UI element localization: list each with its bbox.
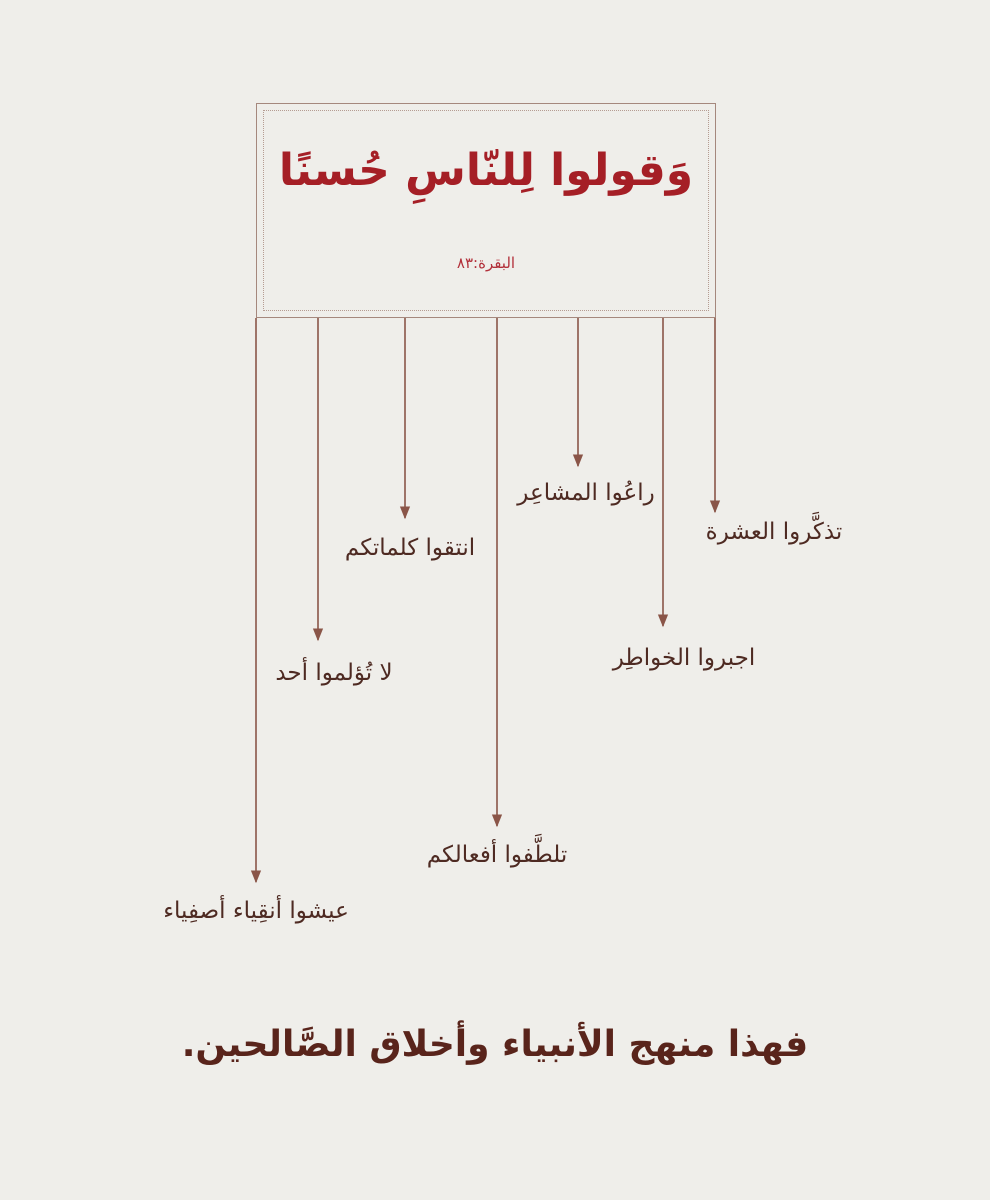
branch-label-1: تذكَّروا العشرة <box>705 519 843 545</box>
conclusion-text: فهذا منهج الأنبياء وأخلاق الصَّالحين. <box>181 1024 809 1065</box>
verse-reference: البقرة:٨٣ <box>456 254 516 272</box>
branch-label-5: انتقوا كلماتكم <box>344 535 476 561</box>
branch-label-2: اجبروا الخواطِر <box>612 645 756 671</box>
branch-label-6: لا تُؤلموا أحد <box>275 660 393 686</box>
verse-title: وَقولوا لِلنّاسِ حُسنًا <box>278 145 694 196</box>
branch-label-7: عيشوا أنقِياء أصفِياء <box>163 898 349 924</box>
branch-label-3: راعُوا المشاعِر <box>517 480 655 506</box>
branch-label-4: تلطَّفوا أفعالكم <box>426 842 568 868</box>
